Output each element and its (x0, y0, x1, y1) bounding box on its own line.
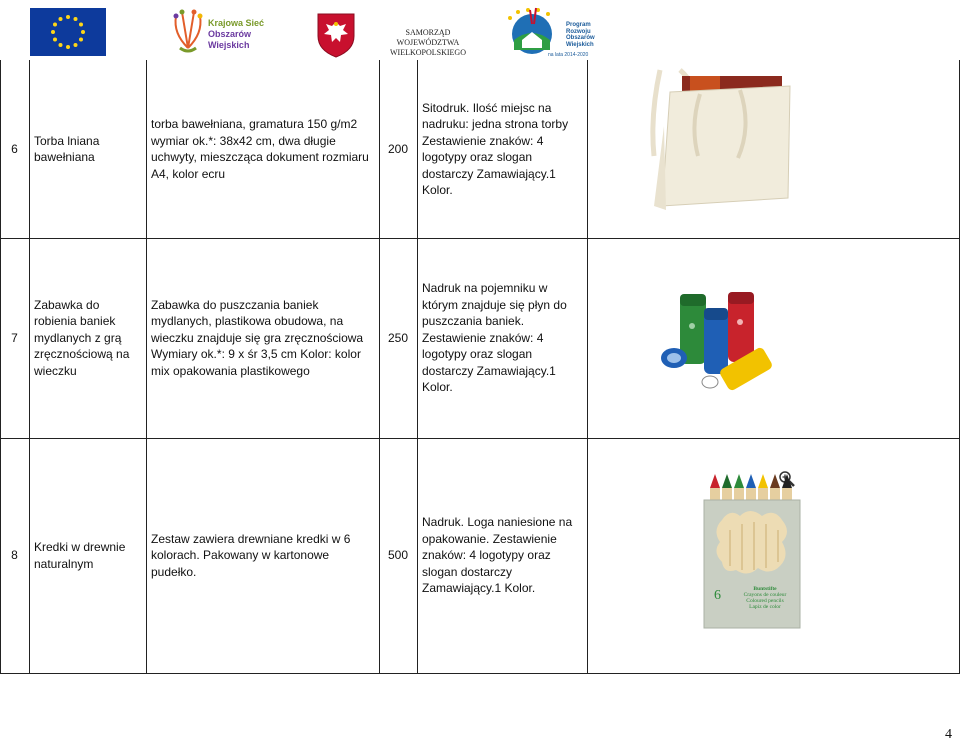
product-description: Zabawka do puszczania baniek mydlanych, plastikowa obudowa, na wieczku znajduje się gra zręcznościowa Wymiary ok.*: 9 x śr 3,5 cm Kolor: kolor mix opakowania plastikowego (151, 297, 364, 378)
wielkopolska-crest-icon (316, 12, 356, 58)
product-table (0, 60, 960, 674)
samorzad-logo-text: SAMORZĄD WOJEWÓDZTWA WIELKOPOLSKIEGO (390, 28, 466, 57)
ksow-logo-text: Krajowa Sieć Obszarów Wiejskich (208, 18, 265, 50)
print-details: Sitodruk. Ilość miejsc na nadruku: jedna strona torby Zestawienie znaków: 4 logotypy oraz slogan dostarczy Zamawiający.1 Kolor. (422, 100, 569, 197)
grid-line (587, 60, 588, 674)
prow-logo (500, 6, 595, 58)
prow-logo-icon (500, 6, 564, 58)
product-name: Kredki w drewnie naturalnym (34, 540, 126, 571)
prow-logo-years: na lata 2014-2020 (548, 52, 589, 58)
prow-logo-text: Program Rozwoju Obszarów Wiejskich (566, 22, 595, 48)
print-details: Nadruk na pojemniku w którym znajduje się płyn do puszczania baniek. Zestawienie znaków: 4 logotypy oraz slogan dostarczy Zamawiający.1 Kolor. (422, 281, 567, 395)
product-description: torba bawełniana, gramatura 150 g/m2 wymiar ok.*: 38x42 cm, dwa długie uchwyty, mieszcząca dokument rozmiaru A4, kolor ecru (151, 117, 369, 181)
quantity: 500 (387, 548, 409, 563)
logo-strip (0, 0, 960, 60)
tote-bag-image (640, 66, 810, 226)
eu-flag-icon (30, 8, 106, 56)
print-details: Nadruk. Loga naniesione na opakowanie. Zestawienie znaków: 4 logotypy oraz slogan dostarczy Zamawiający.1 Kolor. (422, 515, 573, 596)
page-number: 4 (945, 727, 952, 742)
grid-line (417, 60, 418, 674)
row-number: 6 (11, 141, 18, 156)
ksow-logo-icon (168, 8, 208, 56)
quantity: 200 (387, 141, 409, 156)
crayon-box-label: Buntstifte Crayons de couleur Coloured pencils Lapiz de color (743, 586, 787, 610)
bubble-toy-image (652, 286, 792, 406)
row-number: 7 (11, 330, 18, 345)
product-name: Torba lniana bawełniana (34, 133, 100, 164)
grid-line (0, 673, 960, 674)
row-number: 8 (11, 548, 18, 563)
product-name: Zabawka do robienia baniek mydlanych z grą zręcznościową na wieczku (34, 297, 130, 378)
quantity: 250 (387, 330, 409, 345)
grid-line (146, 60, 147, 674)
grid-line (29, 60, 30, 674)
crayon-box-image (700, 470, 810, 630)
product-description: Zestaw zawiera drewniane kredki w 6 kolorach. Pakowany w kartonowe pudełko. (151, 531, 351, 579)
ksow-logo (168, 8, 292, 56)
crayon-box-number: 6 (714, 588, 721, 603)
